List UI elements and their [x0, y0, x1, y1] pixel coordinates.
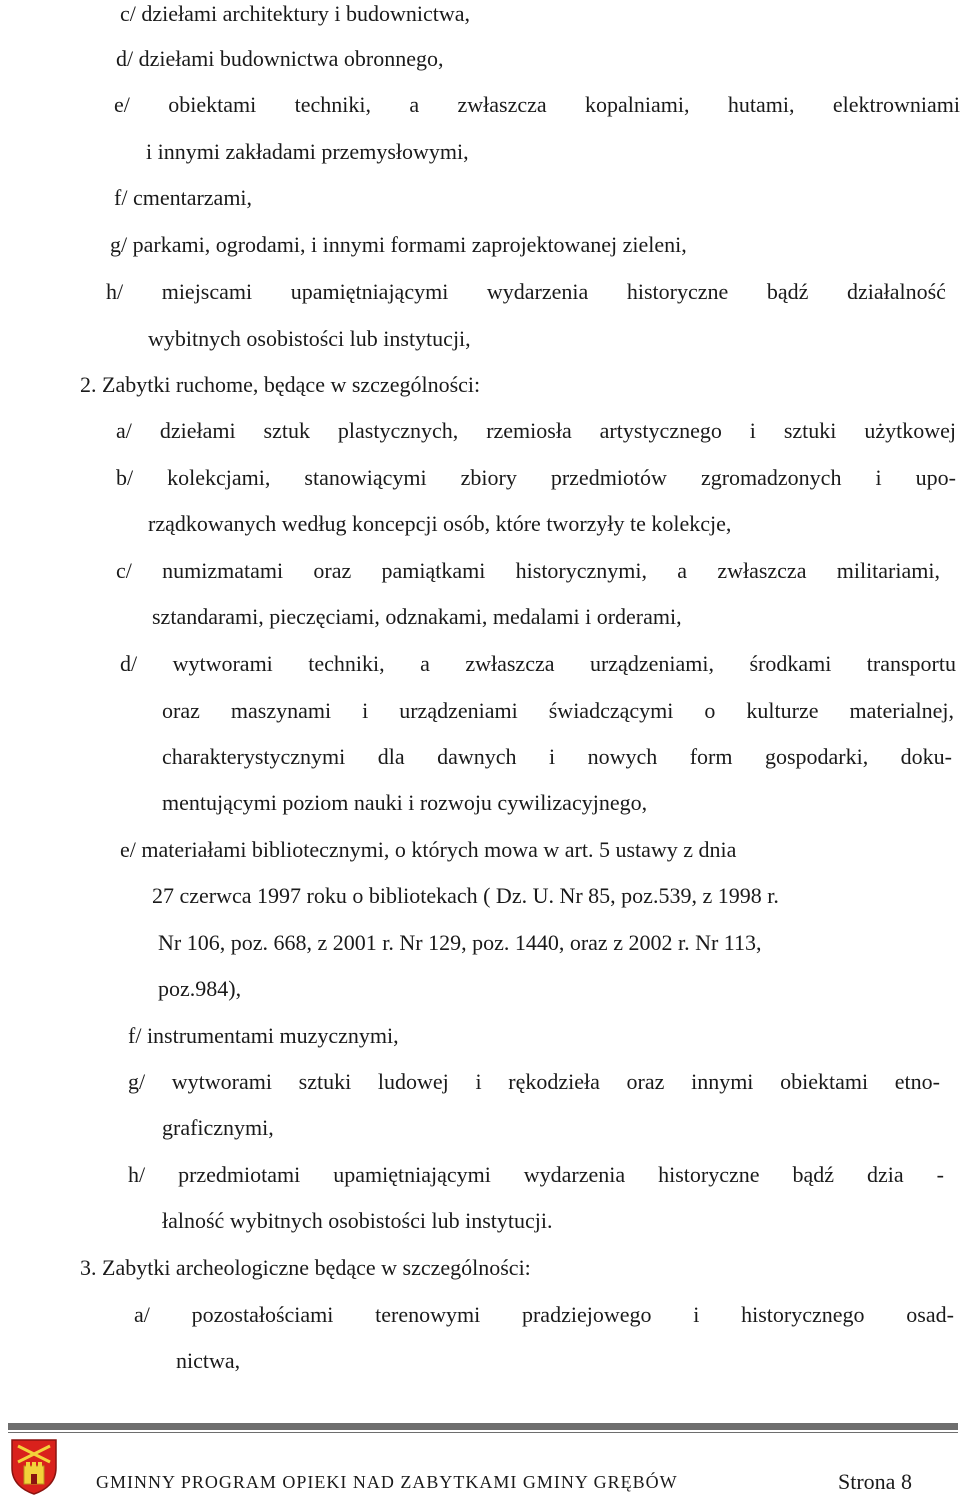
word: przedmiotów — [550, 465, 667, 490]
page-number: Strona 8 — [838, 1469, 912, 1494]
word: a/ — [116, 418, 132, 443]
word: i — [693, 1302, 700, 1327]
word: zgromadzonych — [700, 465, 842, 490]
word: g/ — [128, 1069, 146, 1094]
text-line — [116, 557, 940, 585]
word: a/ — [134, 1302, 150, 1327]
word: bądź — [792, 1162, 835, 1187]
word: zbiory — [460, 465, 517, 490]
text-line: g/ parkami, ogrodami, i innymi formami zaprojektowanej zieleni, — [110, 232, 687, 257]
word: świadczącymi — [548, 698, 674, 723]
word: techniki, — [308, 651, 385, 676]
word: pradziejowego — [521, 1302, 652, 1327]
word: historycznymi, — [515, 558, 648, 583]
word: techniki, — [294, 92, 371, 117]
text-line — [116, 417, 956, 445]
word: środkami — [749, 651, 832, 676]
text-line: rządkowanych według koncepcji osób, które tworzyły te kolekcje, — [148, 511, 732, 536]
word: i — [475, 1069, 482, 1094]
word: c/ — [116, 558, 132, 583]
word: h/ — [128, 1162, 146, 1187]
word: upo- — [915, 465, 956, 490]
word: wytworami — [172, 651, 273, 676]
word: zwłaszcza — [717, 558, 807, 583]
word: i — [548, 744, 556, 769]
word: transportu — [866, 651, 956, 676]
word: ludowej — [377, 1069, 449, 1094]
word: oraz — [626, 1069, 665, 1094]
word: historyczne — [626, 279, 729, 304]
text-line: łalność wybitnych osobistości lub instytucji. — [162, 1208, 553, 1233]
text-line — [106, 278, 946, 306]
word: a — [420, 651, 430, 676]
word: kolekcjami, — [167, 465, 271, 490]
word: osad- — [906, 1302, 954, 1327]
word: i — [749, 418, 756, 443]
word: sztuki — [298, 1069, 352, 1094]
text-line: Nr 106, poz. 668, z 2001 r. Nr 129, poz. 1440, oraz z 2002 r. Nr 113, — [158, 930, 762, 955]
word: militariami, — [836, 558, 940, 583]
word: wydarzenia — [523, 1162, 626, 1187]
text-line: c/ dziełami architektury i budownictwa, — [120, 1, 471, 26]
word: upamiętniającymi — [290, 279, 449, 304]
text-line — [120, 650, 956, 678]
word: dla — [377, 744, 405, 769]
text-line: e/ materiałami bibliotecznymi, o których mowa w art. 5 ustawy z dnia — [120, 837, 737, 862]
word: dawnych — [437, 744, 517, 769]
text-line — [128, 1068, 940, 1096]
word: a — [409, 92, 420, 117]
word: materialnej, — [849, 698, 954, 723]
word: upamiętniającymi — [333, 1162, 491, 1187]
text-line: poz.984), — [158, 976, 242, 1001]
word: maszynami — [230, 698, 332, 723]
word: wytworami — [171, 1069, 272, 1094]
word: kulturze — [746, 698, 819, 723]
word: pozostałościami — [191, 1302, 334, 1327]
word: stanowiącymi — [304, 465, 427, 490]
word: e/ — [114, 92, 130, 117]
footer-title: GMINNY PROGRAM OPIEKI NAD ZABYTKAMI GMINY GRĘBÓW — [96, 1472, 678, 1492]
word: zwłaszcza — [465, 651, 555, 676]
word: artystycznego — [599, 418, 722, 443]
word: - — [936, 1162, 944, 1187]
text-line — [134, 1301, 954, 1329]
word: plastycznych, — [337, 418, 459, 443]
word: i — [875, 465, 882, 490]
word: pamiątkami — [381, 558, 486, 583]
word: charakterystycznymi — [162, 744, 346, 769]
word: nowych — [587, 744, 658, 769]
word: i — [362, 698, 369, 723]
word: dziełami — [159, 418, 236, 443]
text-line: 2. Zabytki ruchome, będące w szczególności: — [80, 372, 481, 397]
word: dzia — [866, 1162, 904, 1187]
text-line: d/ dziełami budownictwa obronnego, — [116, 46, 444, 71]
word: historyczne — [658, 1162, 760, 1187]
word: a — [677, 558, 688, 583]
word: etno- — [894, 1069, 940, 1094]
word: oraz — [162, 698, 200, 723]
word: terenowymi — [375, 1302, 481, 1327]
word: d/ — [120, 651, 138, 676]
footer-rule — [8, 1423, 958, 1430]
text-line — [162, 743, 952, 771]
text-line: graficznymi, — [162, 1115, 274, 1140]
text-line: wybitnych osobistości lub instytucji, — [148, 326, 471, 351]
word: doku- — [900, 744, 952, 769]
word: o — [704, 698, 716, 723]
word: hutami, — [727, 92, 795, 117]
word: użytkowej — [864, 418, 956, 443]
word: urządzeniami — [399, 698, 518, 723]
text-line — [114, 91, 960, 119]
word: rzemiosła — [486, 418, 572, 443]
word: bądź — [766, 279, 809, 304]
text-line — [162, 697, 954, 725]
word: oraz — [313, 558, 352, 583]
text-line — [128, 1161, 944, 1189]
text-line — [116, 464, 956, 492]
word: gospodarki, — [764, 744, 869, 769]
word: urządzeniami, — [589, 651, 714, 676]
text-line: mentującymi poziom nauki i rozwoju cywilizacyjnego, — [162, 790, 648, 815]
text-line: sztandarami, pieczęciami, odznakami, medalami i orderami, — [152, 604, 682, 629]
coat-of-arms-icon — [6, 1436, 62, 1496]
text-line: nictwa, — [176, 1348, 241, 1373]
word: numizmatami — [162, 558, 284, 583]
text-line: 27 czerwca 1997 roku o bibliotekach ( Dz. U. Nr 85, poz.539, z 1998 r. — [152, 883, 779, 908]
word: rękodzieła — [508, 1069, 600, 1094]
word: form — [689, 744, 733, 769]
word: przedmiotami — [178, 1162, 301, 1187]
text-line: f/ instrumentami muzycznymi, — [128, 1023, 399, 1048]
word: h/ — [106, 279, 124, 304]
word: wydarzenia — [486, 279, 589, 304]
word: sztuk — [263, 418, 310, 443]
word: b/ — [116, 465, 134, 490]
word: sztuki — [783, 418, 837, 443]
text-line: f/ cmentarzami, — [114, 185, 253, 210]
word: elektrowniami — [832, 92, 960, 117]
word: zwłaszcza — [457, 92, 547, 117]
word: obiektami — [780, 1069, 869, 1094]
word: historycznego — [741, 1302, 865, 1327]
text-line: 3. Zabytki archeologiczne będące w szczególności: — [80, 1255, 531, 1280]
word: działalność — [846, 279, 946, 304]
word: obiektami — [168, 92, 257, 117]
word: innymi — [691, 1069, 754, 1094]
word: kopalniami, — [585, 92, 690, 117]
word: miejscami — [161, 279, 253, 304]
text-line: i innymi zakładami przemysłowymi, — [146, 139, 469, 164]
